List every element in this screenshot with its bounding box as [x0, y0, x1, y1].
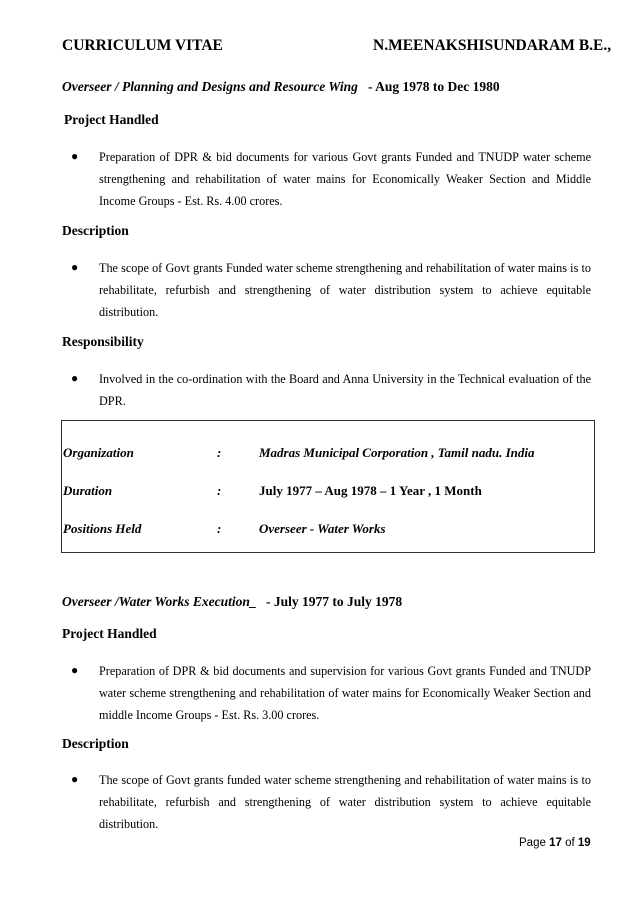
section1-description-item: [71, 257, 591, 327]
bullet-text: The scope of Govt grants Funded water scheme strengthening and rehabilitation of water mains is to rehabilitate, refurbish and strengthening of water distribution system to achieve equitable distribution.: [99, 261, 591, 319]
organization-row: [63, 445, 583, 465]
section2-role: Overseer /Water Works Execution_: [62, 594, 257, 609]
section1-description-heading: Description: [62, 223, 129, 238]
bullet-icon: ●: [71, 663, 79, 677]
duration-value: July 1977 – Aug 1978 – 1 Year , 1 Month: [259, 483, 482, 498]
section2-description-heading: Description: [62, 736, 129, 751]
section2-period: - July 1977 to July 1978: [266, 594, 403, 609]
bullet-text: Preparation of DPR & bid documents and supervision for various Govt grants Funded and TNUDP water scheme strengthening and rehabilitation of water mains for Economically Weaker Section and middle Income Groups - Est. Rs. 3.00 crores.: [99, 664, 591, 722]
page-number-footer: [519, 837, 591, 849]
bullet-icon: ●: [71, 149, 79, 163]
organization-colon: :: [217, 445, 222, 460]
positions-row: [63, 521, 583, 541]
positions-colon: :: [217, 521, 222, 536]
section1-project-item: [71, 146, 591, 216]
section1-responsibility-item: [71, 368, 591, 414]
duration-row: [63, 483, 583, 503]
section2-description-item: [71, 769, 591, 839]
section1-period: - Aug 1978 to Dec 1980: [368, 79, 500, 94]
bullet-icon: ●: [71, 371, 79, 385]
section2-project-heading: Project Handled: [62, 626, 157, 641]
section1-responsibility-heading: Responsibility: [62, 334, 144, 349]
page-word: Page: [519, 837, 546, 849]
employment-summary-box: [61, 420, 595, 553]
of-word: of: [565, 837, 575, 849]
positions-value: Overseer - Water Works: [259, 521, 386, 536]
organization-value: Madras Municipal Corporation , Tamil nadu. India: [259, 445, 535, 460]
section1-role: Overseer / Planning and Designs and Resource Wing: [62, 79, 358, 94]
header-name: N.MEENAKSHISUNDARAM B.E.,: [373, 37, 612, 54]
total-pages: 19: [577, 837, 591, 849]
bullet-text: Involved in the co-ordination with the Board and Anna University in the Technical evaluation of the DPR.: [99, 372, 591, 408]
positions-label: Positions Held: [63, 521, 142, 536]
bullet-icon: ●: [71, 772, 79, 786]
header-title: CURRICULUM VITAE: [62, 37, 223, 54]
section1-project-heading: Project Handled: [64, 112, 159, 127]
bullet-icon: ●: [71, 260, 79, 274]
duration-label: Duration: [63, 483, 113, 498]
section2-project-item: [71, 660, 591, 730]
bullet-text: The scope of Govt grants funded water scheme strengthening and rehabilitation of water mains is to rehabilitate, refurbish and strengthening of water distribution system to achieve equitable distribution.: [99, 773, 591, 831]
current-page: 17: [549, 837, 562, 849]
duration-colon: :: [217, 483, 222, 498]
bullet-text: Preparation of DPR & bid documents for various Govt grants Funded and TNUDP water scheme strengthening and rehabilitation of water mains for Economically Weaker Section and Middle Income Groups - Est. Rs. 4.00 crores.: [99, 150, 591, 208]
organization-label: Organization: [63, 445, 134, 460]
